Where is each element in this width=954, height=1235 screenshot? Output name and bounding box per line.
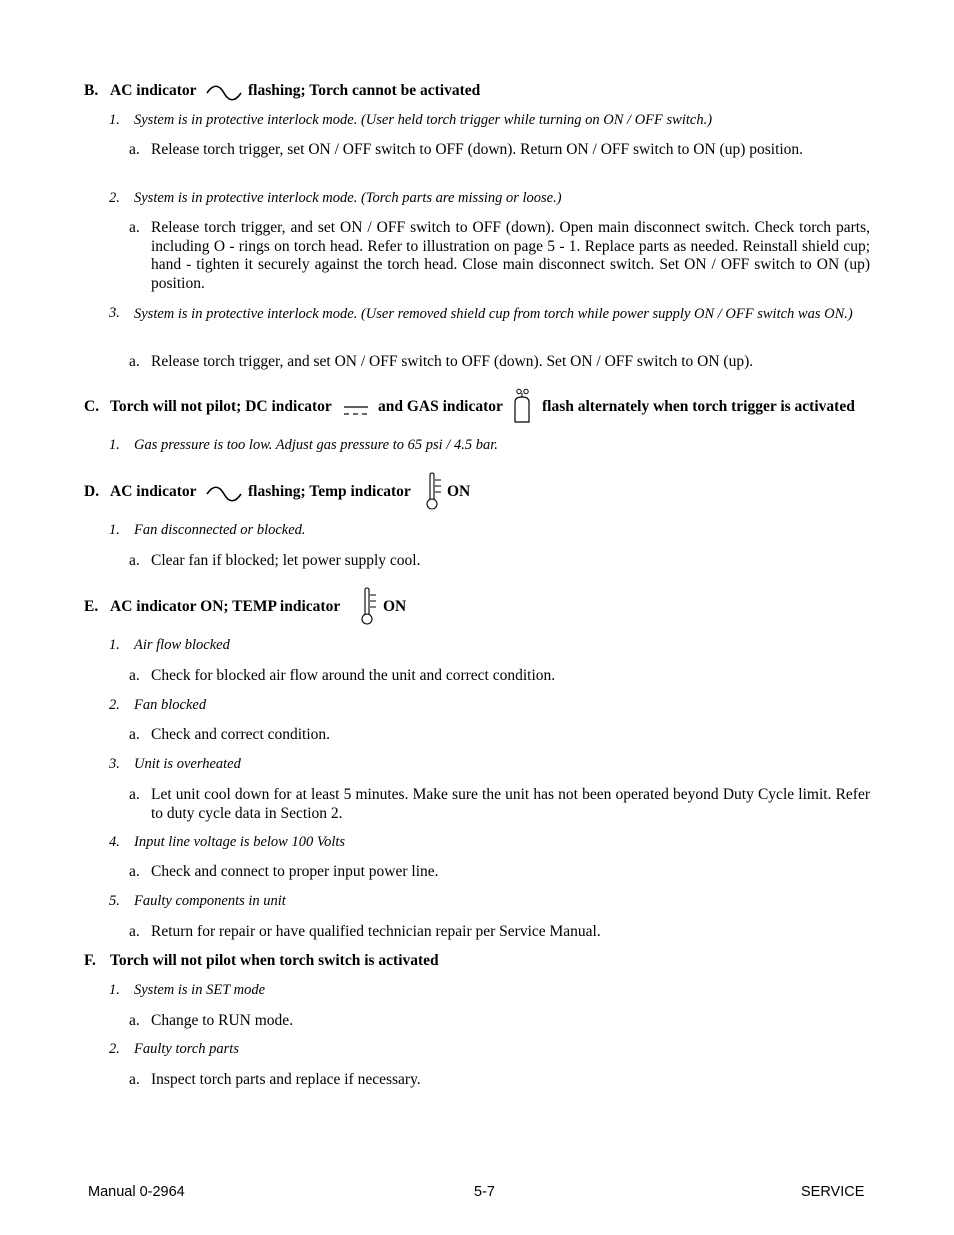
cause-text: Faulty components in unit [134, 893, 286, 909]
action-letter: a. [129, 1071, 140, 1088]
cause-text: Air flow blocked [134, 637, 230, 653]
cause-text: Fan disconnected or blocked. [134, 522, 306, 538]
action-text: Release torch trigger, set ON / OFF switch to OFF (down). Return ON / OFF switch to ON (up) position. [151, 141, 804, 158]
cause-text: System is in protective interlock mode. (User held torch trigger while turning on ON / OFF switch.) [134, 112, 713, 128]
cause-number: 3. [109, 305, 120, 321]
action-letter: a. [129, 923, 140, 940]
action-letter: a. [129, 219, 140, 236]
cause-number: 1. [109, 522, 120, 538]
cause-text: System is in protective interlock mode. (User removed shield cup from torch while power supply ON / OFF switch was ON.) [134, 306, 853, 322]
action-letter: a. [129, 667, 140, 684]
footer-manual-number: Manual 0-2964 [88, 1184, 185, 1200]
cause-number: 1. [109, 437, 120, 453]
action-text: Change to RUN mode. [151, 1012, 294, 1029]
section-f-title: Torch will not pilot when torch switch is activated [110, 952, 439, 969]
action-letter: a. [129, 863, 140, 880]
cause-number: 3. [109, 756, 120, 772]
action-letter: a. [129, 353, 140, 370]
cause-number: 4. [109, 834, 120, 850]
section-letter-f: F. [84, 952, 96, 969]
action-letter: a. [129, 141, 140, 158]
section-d-title-part1: AC indicator [110, 483, 197, 500]
cause-number: 1. [109, 112, 120, 128]
section-e-title-part1: AC indicator ON; TEMP indicator [110, 598, 341, 615]
cause-text: Faulty torch parts [134, 1041, 239, 1057]
action-text: Clear fan if blocked; let power supply cool. [151, 552, 421, 569]
action-text: Inspect torch parts and replace if necessary. [151, 1071, 421, 1088]
ac-wave-icon [205, 485, 243, 503]
section-letter-d: D. [84, 483, 100, 500]
section-b-title-part1: AC indicator [110, 82, 197, 99]
section-e-title-part2: ON [383, 598, 407, 615]
section-c-title-part1: Torch will not pilot; DC indicator [110, 398, 332, 415]
cause-text: Input line voltage is below 100 Volts [134, 834, 346, 850]
cause-number: 1. [109, 637, 120, 653]
action-letter: a. [129, 552, 140, 569]
thermometer-icon [360, 587, 378, 627]
section-c-title-part3: flash alternately when torch trigger is activated [542, 398, 855, 415]
cause-text: Fan blocked [134, 697, 207, 713]
cause-number: 2. [109, 697, 120, 713]
action-letter: a. [129, 726, 140, 743]
footer-section-name: SERVICE [801, 1184, 865, 1200]
footer-page-number: 5-7 [474, 1184, 495, 1200]
thermometer-icon [425, 472, 443, 512]
action-text: Check and correct condition. [151, 726, 331, 743]
action-text: Release torch trigger, and set ON / OFF switch to OFF (down). Open main disconnect switch. Check torch parts, including O - rings on torch head. Refer to illustration on page 5 - 1. Replace parts as needed. Reinstall shield cup; hand - tighten it securely against the torch head. Close main disconnect switch. Set ON / OFF switch to ON (up) position. [151, 219, 870, 292]
action-text: Let unit cool down for at least 5 minutes. Make sure the unit has not been operated beyond Duty Cycle limit. Refer to duty cycle data in Section 2. [151, 786, 870, 822]
section-letter-b: B. [84, 82, 99, 99]
section-letter-e: E. [84, 598, 99, 615]
cause-number: 2. [109, 190, 120, 206]
cause-number: 1. [109, 982, 120, 998]
action-text: Check for blocked air flow around the unit and correct condition. [151, 667, 556, 684]
dc-dashed-icon [343, 404, 369, 416]
cause-number: 2. [109, 1041, 120, 1057]
cause-text: Unit is overheated [134, 756, 241, 772]
cause-number: 5. [109, 893, 120, 909]
section-d-title-part3: ON [447, 483, 471, 500]
action-text: Check and connect to proper input power line. [151, 863, 439, 880]
ac-wave-icon [205, 84, 243, 102]
action-letter: a. [129, 786, 140, 803]
cause-text: System is in protective interlock mode. (Torch parts are missing or loose.) [134, 190, 562, 206]
action-text: Return for repair or have qualified technician repair per Service Manual. [151, 923, 601, 940]
section-d-title-part2: flashing; Temp indicator [248, 483, 411, 500]
cause-text: Gas pressure is too low. Adjust gas pressure to 65 psi / 4.5 bar. [134, 437, 498, 453]
action-text: Release torch trigger, and set ON / OFF switch to OFF (down). Set ON / OFF switch to ON (up). [151, 353, 754, 370]
cause-text: System is in SET mode [134, 982, 266, 998]
section-c-title-part2: and GAS indicator [378, 398, 503, 415]
section-b-title-part2: flashing; Torch cannot be activated [248, 82, 481, 99]
action-letter: a. [129, 1012, 140, 1029]
section-letter-c: C. [84, 398, 100, 415]
gas-cylinder-icon [511, 388, 533, 424]
